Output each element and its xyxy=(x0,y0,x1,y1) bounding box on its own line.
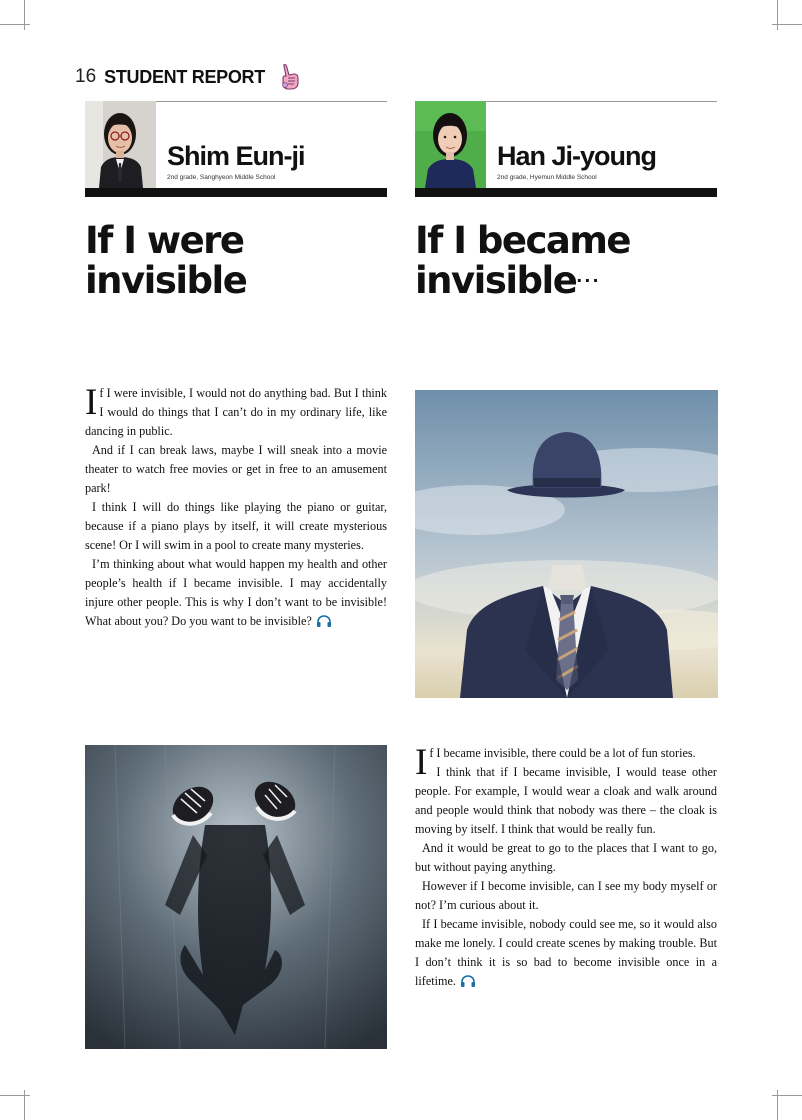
paragraph: I think that if I became invisible, I would tease other people. For example, I would wear a cloak and walk around and people would think that nobody was there – the cloak is moving by itself. I think that would be really fun. xyxy=(415,765,717,836)
author-block-right xyxy=(415,101,717,197)
paragraph: And it would be great to go to the places that I want to go, but without paying anything. xyxy=(415,841,717,874)
section-title: STUDENT REPORT xyxy=(104,66,265,87)
author-block-left xyxy=(85,101,387,197)
headline-line: invisible xyxy=(85,259,247,302)
paragraph-text: I’m thinking about what would happen my health and other people’s health if I became invisible. I may accidentally injure other people. This is why I don’t want to be invisible! What about you? Do you want to be invisible? xyxy=(85,557,387,628)
page-header xyxy=(75,64,301,90)
paragraph xyxy=(85,555,387,631)
crop-mark xyxy=(777,0,778,30)
headline-line xyxy=(415,261,630,301)
shadow-shoes-photo xyxy=(85,745,387,1049)
headphones-icon xyxy=(460,974,476,988)
headline-line: If I were xyxy=(85,219,244,262)
paragraph: And if I can break laws, maybe I will sneak into a movie theater to watch free movies or get in free to an amusement park! xyxy=(85,443,387,495)
paragraph-text: If I became invisible, nobody could see me, so it would also make me lonely. I could create scenes by making trouble. But I don’t think it is so bad to become invisible once in a lifetime. xyxy=(415,917,717,988)
author-photo xyxy=(415,101,486,188)
author-photo xyxy=(85,101,156,188)
author-name: Shim Eun-ji xyxy=(167,141,305,171)
crop-mark xyxy=(24,0,25,30)
drop-cap: I xyxy=(415,742,428,783)
ellipsis: ··· xyxy=(576,271,601,290)
paragraph xyxy=(85,384,387,441)
divider-bar xyxy=(415,188,717,197)
pointing-hand-icon xyxy=(279,64,301,90)
headline-line: If I became xyxy=(415,219,631,262)
crop-mark xyxy=(0,1095,30,1096)
paragraph: I think I will do things like playing the piano or guitar, because if a piano plays by itself, it will create mysterious scene! Or I will swim in a pool to create many mysteries. xyxy=(85,500,387,552)
author-school: 2nd grade, Hyemun Middle School xyxy=(497,174,597,181)
author-name: Han Ji-young xyxy=(497,141,657,171)
crop-mark xyxy=(777,1090,778,1120)
page-number: 16 xyxy=(75,66,97,87)
headphones-icon xyxy=(316,614,332,628)
crop-mark xyxy=(24,1090,25,1120)
article-body-left xyxy=(85,384,387,631)
invisible-man-photo xyxy=(415,390,718,698)
drop-cap: I xyxy=(85,382,98,423)
crop-mark xyxy=(0,24,30,25)
article-body-right xyxy=(415,744,717,991)
author-school: 2nd grade, Sanghyeon Middle School xyxy=(167,174,276,181)
article-headline xyxy=(415,221,630,301)
paragraph-text: f I became invisible, there could be a lot of fun stories. xyxy=(429,746,696,760)
paragraph xyxy=(415,742,717,783)
headline-word: invisible xyxy=(415,259,577,302)
paragraph-text: f I were invisible, I would not do anything bad. But I think I would do things that I can’t do in my ordinary life, like dancing in public. xyxy=(85,386,387,438)
divider-bar xyxy=(85,188,387,197)
paragraph: However if I become invisible, can I see my body myself or not? I’m curious about it. xyxy=(415,879,717,912)
paragraph xyxy=(415,915,717,991)
article-headline xyxy=(85,221,246,301)
